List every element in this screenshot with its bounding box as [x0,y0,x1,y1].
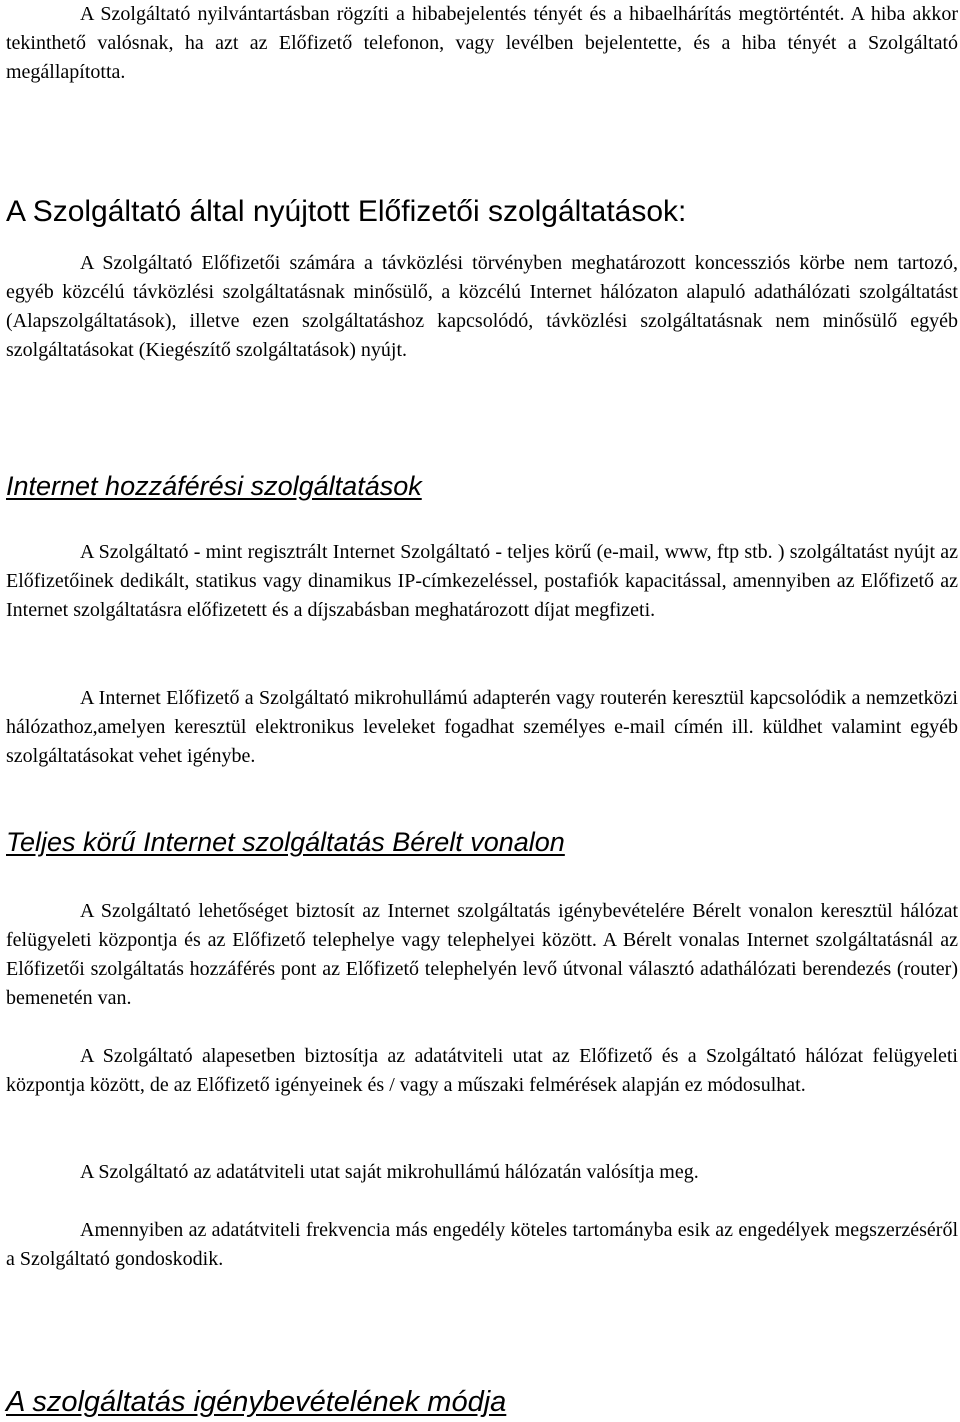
leased-line-body-3 [6,1158,958,1187]
leased-line-body-4 [6,1216,958,1274]
section-services-body [6,249,958,365]
section-leased-line [6,824,958,860]
section-service-usage [6,1383,958,1421]
leased-line-paragraph-1: A Szolgáltató lehetőséget biztosít az Internet szolgáltatás igénybevételére Bérelt vonalon keresztül hálózat felügyeleti központja és az Előfizető telephelye vagy telephelyei között. A Bérelt vonalas Internet szolgáltatásnál az Előfizetői szolgáltatás hozzáférés pont az Előfizető telephelyén levő útvonal választó adathálózati berendezés (router) bemenetén van. [6,900,958,1009]
leased-line-body-1 [6,897,958,1013]
intro-block [6,0,958,87]
section-heading-internet-access: Internet hozzáférési szolgáltatások [6,471,422,501]
leased-line-paragraph-3: A Szolgáltató az adatátviteli utat saját mikrohullámú hálózatán valósítja meg. [80,1161,699,1183]
services-paragraph: A Szolgáltató Előfizetői számára a távközlési törvényben meghatározott koncessziós körbe nem tartozó, egyéb közcélú távközlési szolgáltatásnak minősülő, a közcélú Internet hálózaton alapuló adathálózati szolgáltatást (Alapszolgáltatások), illetve ezen szolgáltatáshoz kapcsolódó, távközlési szolgáltatásnak nem minősülő egyéb szolgáltatásokat (Kiegészítő szolgáltatások) nyújt. [6,252,958,361]
intro-paragraph: A Szolgáltató nyilvántartásban rögzíti a hibabejelentés tényét és a hibaelhárítás megtörténtét. A hiba akkor tekinthető valósnak, ha azt az Előfizető telefonon, vagy levélben bejelentette, és a hiba tényét a Szolgáltató megállapította. [6,3,958,83]
leased-line-paragraph-4: Amennyiben az adatátviteli frekvencia más engedély köteles tartományba esik az engedélyek megszerzéséről a Szolgáltató gondoskodik. [6,1219,958,1270]
section-internet-access [6,468,958,504]
leased-line-body-2 [6,1042,958,1100]
internet-access-paragraph-2: A Internet Előfizető a Szolgáltató mikrohullámú adapterén vagy routerén keresztül kapcsolódik a nemzetközi hálózathoz,amelyen keresztül elektronikus leveleket fogadhat személyes e-mail címén ill. küldhet valamint egyéb szolgáltatásokat vehet igénybe. [6,687,958,767]
internet-access-body-2 [6,684,958,771]
section-services [6,192,958,232]
section-heading-service-usage: A szolgáltatás igénybevételének módja [6,1386,507,1418]
section-heading-leased-line: Teljes körű Internet szolgáltatás Bérelt vonalon [6,827,565,857]
section-heading-services: A Szolgáltató által nyújtott Előfizetői szolgáltatások: [6,195,687,228]
leased-line-paragraph-2: A Szolgáltató alapesetben biztosítja az adatátviteli utat az Előfizető és a Szolgáltató hálózat felügyeleti központja között, de az Előfizető igényeinek és / vagy a műszaki felmérések alapján ez módosulhat. [6,1045,958,1096]
internet-access-body-1 [6,538,958,625]
internet-access-paragraph-1: A Szolgáltató - mint regisztrált Internet Szolgáltató - teljes körű (e-mail, www, ftp stb. ) szolgáltatást nyújt az Előfizetőinek dedikált, statikus vagy dinamikus IP-címkezeléssel, postafiók kapacitással, amennyiben az Előfizető az Internet szolgáltatásra előfizetett és a díjszabásban meghatározott díjat megfizeti. [6,541,958,621]
